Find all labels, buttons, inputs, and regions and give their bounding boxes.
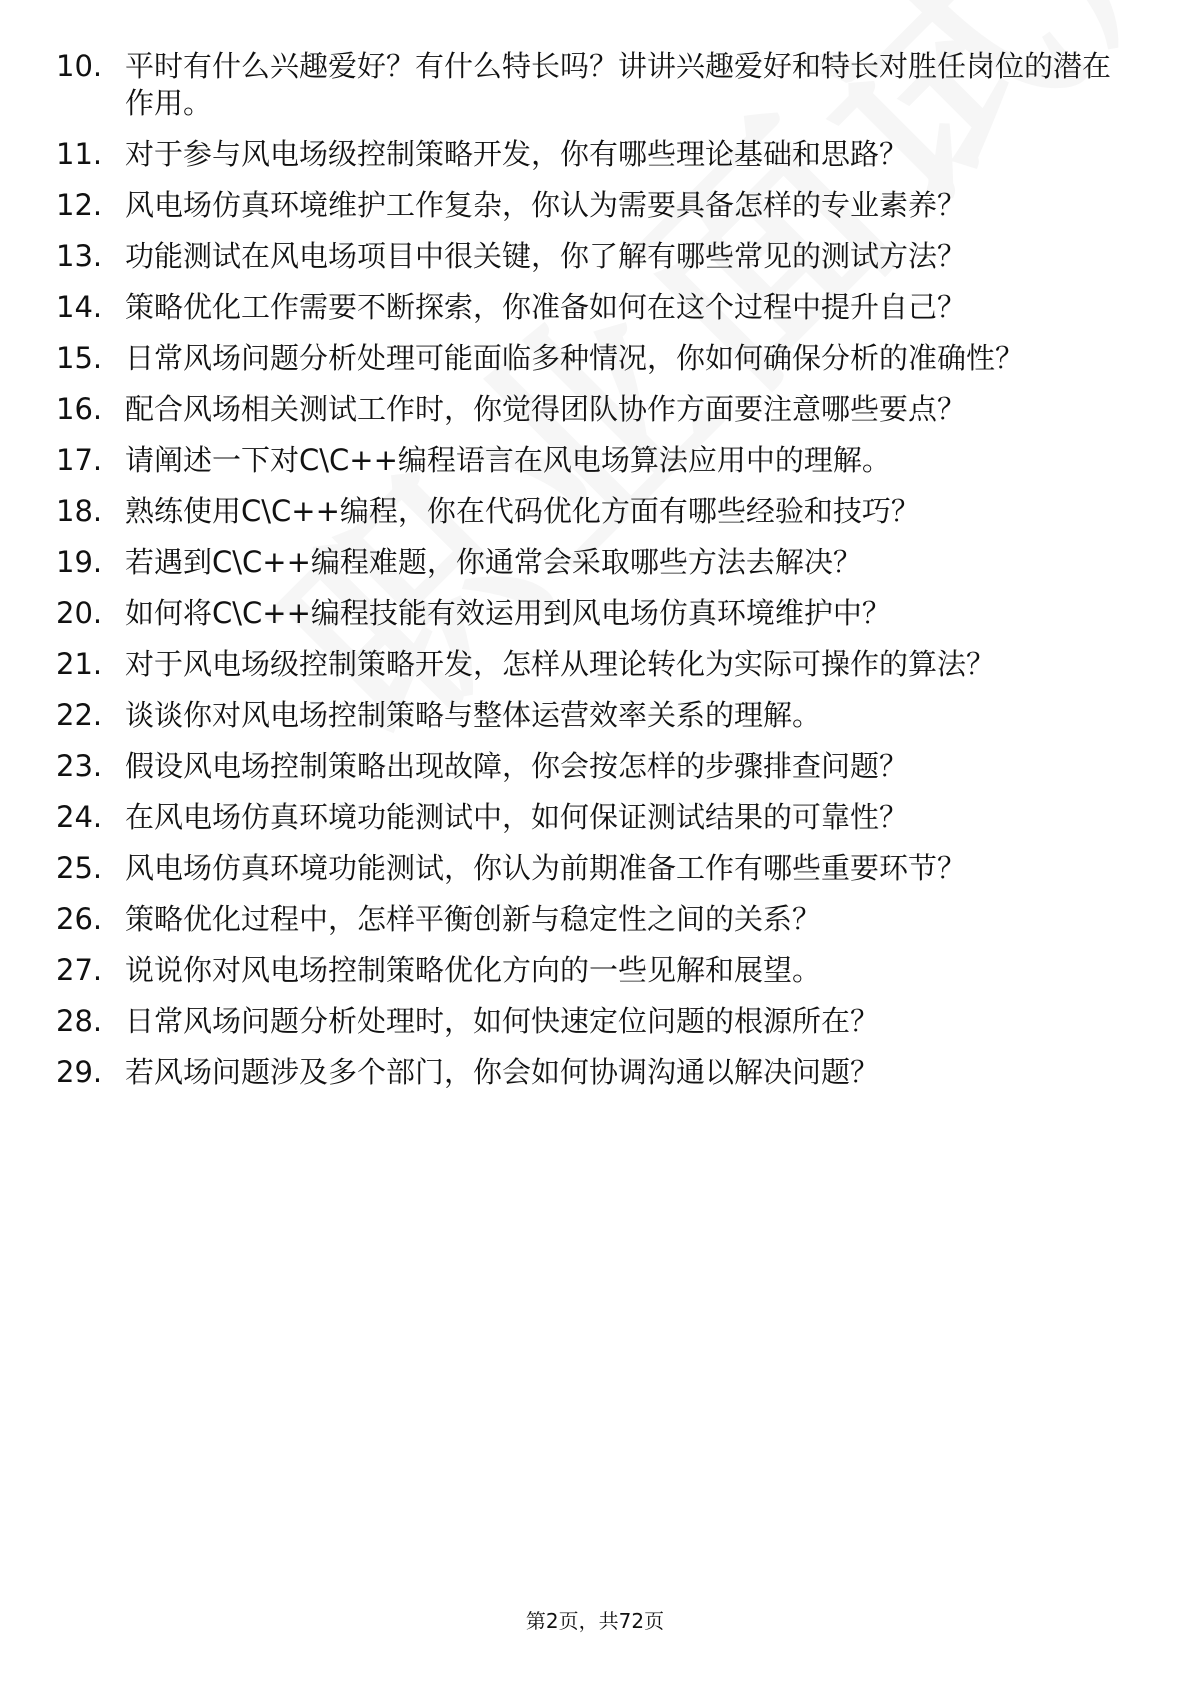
- question-text: 日常风场问题分析处理时，如何快速定位问题的根源所在？: [125, 1004, 880, 1038]
- question-item: [0, 289, 1190, 326]
- question-text: 若风场问题涉及多个部门，你会如何协调沟通以解决问题？: [125, 1055, 880, 1089]
- question-text: 谈谈你对风电场控制策略与整体运营效率关系的理解。: [125, 698, 822, 732]
- question-item: [0, 1003, 1190, 1040]
- question-item: [0, 748, 1190, 785]
- question-text: 在风电场仿真环境功能测试中，如何保证测试结果的可靠性？: [125, 800, 909, 834]
- question-number: 21.: [56, 647, 103, 681]
- question-item: [0, 493, 1190, 530]
- question-text: 如何将C\C++编程技能有效运用到风电场仿真环境维护中？: [125, 596, 891, 630]
- question-number: 16.: [56, 392, 103, 426]
- question-number: 29.: [56, 1055, 103, 1089]
- question-text: 策略优化过程中，怎样平衡创新与稳定性之间的关系？: [125, 902, 822, 936]
- question-item: [0, 136, 1190, 173]
- question-text: 说说你对风电场控制策略优化方向的一些见解和展望。: [125, 953, 822, 987]
- question-number: 22.: [56, 698, 103, 732]
- question-number: 14.: [56, 290, 103, 324]
- question-item: [0, 187, 1190, 224]
- question-text: 风电场仿真环境维护工作复杂，你认为需要具备怎样的专业素养？: [125, 188, 967, 222]
- question-item: [0, 646, 1190, 683]
- question-text: 若遇到C\C++编程难题，你通常会采取哪些方法去解决？: [125, 545, 862, 579]
- question-number: 26.: [56, 902, 103, 936]
- question-number: 13.: [56, 239, 103, 273]
- question-number: 27.: [56, 953, 103, 987]
- question-text: 风电场仿真环境功能测试，你认为前期准备工作有哪些重要环节？: [125, 851, 967, 885]
- question-number: 10.: [56, 49, 103, 83]
- question-item: [0, 901, 1190, 938]
- question-item: [0, 442, 1190, 479]
- question-number: 17.: [56, 443, 103, 477]
- question-number: 25.: [56, 851, 103, 885]
- question-item: [0, 595, 1190, 632]
- question-number: 12.: [56, 188, 103, 222]
- question-text: 请阐述一下对C\C++编程语言在风电场算法应用中的理解。: [125, 443, 891, 477]
- question-item: [0, 952, 1190, 989]
- question-number: 20.: [56, 596, 103, 630]
- question-number: 18.: [56, 494, 103, 528]
- question-item: [0, 799, 1190, 836]
- question-text: 配合风场相关测试工作时，你觉得团队协作方面要注意哪些要点？: [125, 392, 967, 426]
- question-list: [0, 48, 1190, 1105]
- question-number: 23.: [56, 749, 103, 783]
- question-item: [0, 544, 1190, 581]
- question-item: [0, 340, 1190, 377]
- question-text: 假设风电场控制策略出现故障，你会按怎样的步骤排查问题？: [125, 749, 909, 783]
- question-text: 功能测试在风电场项目中很关键，你了解有哪些常见的测试方法？: [125, 239, 967, 273]
- question-text: 对于参与风电场级控制策略开发，你有哪些理论基础和思路？: [125, 137, 909, 171]
- question-text: 熟练使用C\C++编程，你在代码优化方面有哪些经验和技巧？: [125, 494, 920, 528]
- question-text: 对于风电场级控制策略开发，怎样从理论转化为实际可操作的算法？: [125, 647, 996, 681]
- question-text: 日常风场问题分析处理可能面临多种情况，你如何确保分析的准确性？: [125, 341, 1025, 375]
- question-number: 28.: [56, 1004, 103, 1038]
- page-footer: 第2页，共72页: [525, 1609, 665, 1633]
- question-item: [0, 391, 1190, 428]
- question-number: 15.: [56, 341, 103, 375]
- question-number: 11.: [56, 137, 103, 171]
- question-number: 19.: [56, 545, 103, 579]
- question-item: [0, 697, 1190, 734]
- question-item: [0, 850, 1190, 887]
- question-text: 策略优化工作需要不断探索，你准备如何在这个过程中提升自己？: [125, 290, 967, 324]
- question-item: [0, 48, 1190, 122]
- question-number: 24.: [56, 800, 103, 834]
- question-item: [0, 238, 1190, 275]
- question-item: [0, 1054, 1190, 1091]
- question-text: 平时有什么兴趣爱好？有什么特长吗？讲讲兴趣爱好和特长对胜任岗位的潜在作用。: [125, 49, 1112, 120]
